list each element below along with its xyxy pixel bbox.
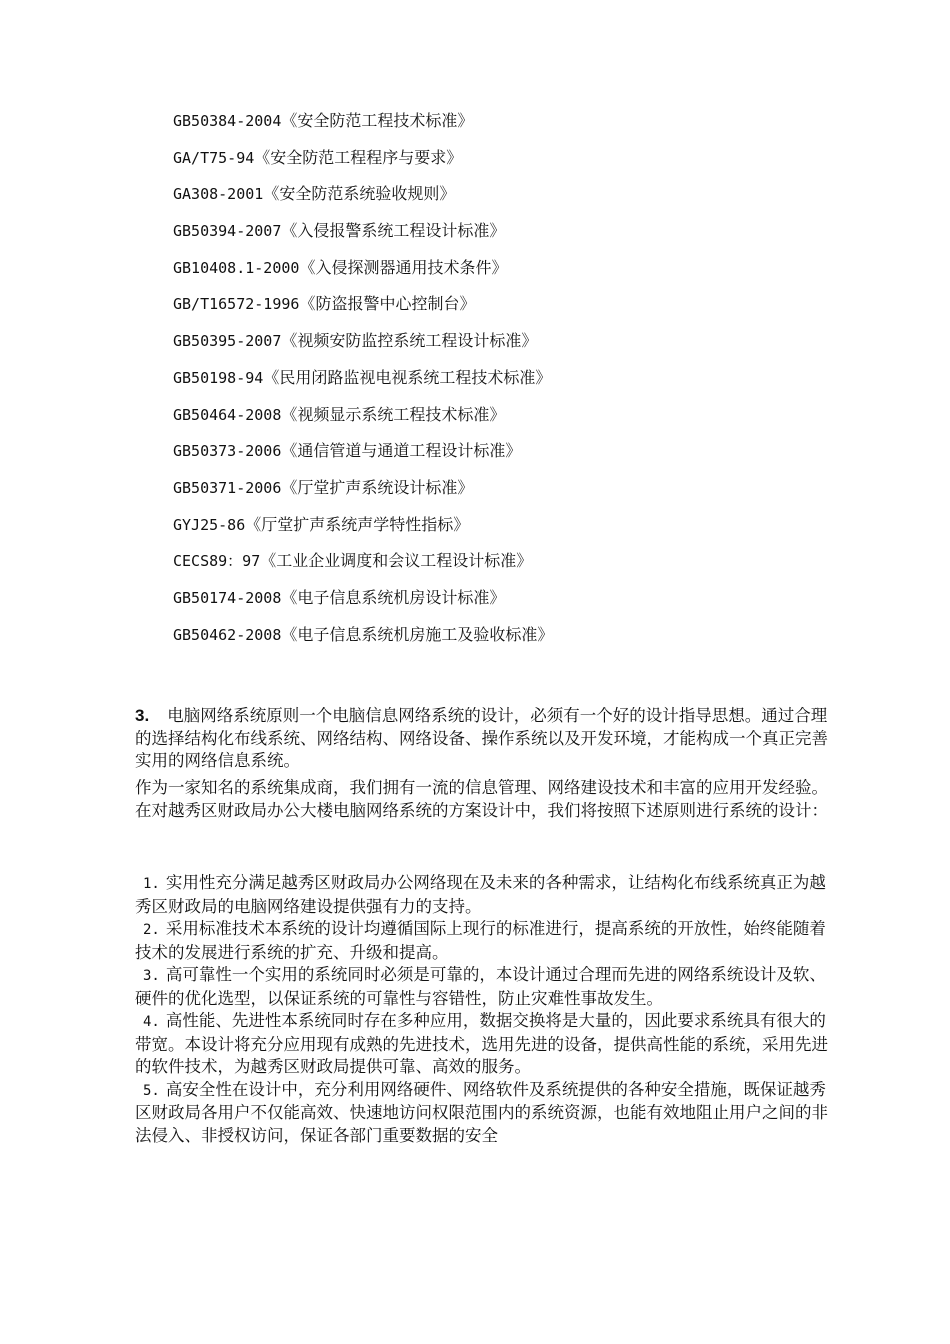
standard-item [173, 143, 553, 180]
principle-text: 高安全性在设计中，充分利用网络硬件、网络软件及系统提供的各种安全措施，既保证越秀区财政局各用户不仅能高效、快速地访问权限范围内的系统资源，也能有效地阻止用户之间的非法侵入、非授权访问，保证各部门重要数据的安全 [135, 1079, 828, 1145]
standard-code: GB50464-2008 [173, 405, 282, 424]
standard-code: GB50384-2004 [173, 112, 282, 130]
principle-number: 2. [143, 922, 160, 938]
principle-number: 3. [143, 968, 160, 984]
standard-title: 《厅堂扩声系统声学特性指标》 [245, 514, 470, 534]
standard-code: GB/T16572-1996 [173, 295, 300, 314]
standards-list [173, 106, 553, 656]
principle-number: 1. [143, 876, 160, 892]
standard-title: 《安全防范工程技术标准》 [281, 111, 474, 130]
standard-title: 《通信管道与通道工程设计标准》 [281, 441, 522, 461]
standard-item [173, 363, 553, 400]
standard-code: CECS89：97 [173, 552, 261, 571]
standard-item [173, 106, 553, 143]
standard-title: 《入侵报警系统工程设计标准》 [281, 221, 506, 241]
standard-title: 《安全防范工程程序与要求》 [254, 147, 463, 167]
standard-item [173, 400, 553, 437]
principle-item [135, 1010, 835, 1079]
principle-item [135, 918, 835, 964]
principle-text: 实用性充分满足越秀区财政局办公网络现在及未来的各种需求，让结构化布线系统真正为越秀区财政局的电脑网络建设提供强有力的支持。 [135, 873, 826, 916]
principle-text: 高性能、先进性本系统同时存在多种应用，数据交换将是大量的，因此要求系统具有很大的带宽。本设计将充分应用现有成熟的先进技术，选用先进的设备，提供高性能的系统，采用先进的软件技术，为越秀区财政局提供可靠、高效的服务。 [135, 1011, 828, 1076]
standard-code: GB50373-2006 [173, 442, 282, 461]
standard-item [173, 179, 553, 216]
standard-title: 《安全防范系统验收规则》 [263, 184, 456, 204]
principle-text: 高可靠性一个实用的系统同时必须是可靠的，本设计通过合理而先进的网络系统设计及软、硬件的优化选型，以保证系统的可靠性与容错性，防止灾难性事故发生。 [135, 965, 826, 1008]
standard-code: GA/T75-94 [173, 148, 255, 167]
standard-title: 《电子信息系统机房施工及验收标准》 [281, 624, 554, 644]
standard-code: GB10408.1-2000 [173, 258, 300, 277]
standard-item [173, 253, 553, 290]
standard-item [173, 510, 553, 547]
standard-code: GB50371-2006 [173, 478, 282, 497]
standard-code: GB50198-94 [173, 368, 264, 387]
standard-item [173, 216, 553, 253]
organization-paragraph: 作为一家知名的系统集成商，我们拥有一流的信息管理、网络建设技术和丰富的应用开发经验。在对越秀区财政局办公大楼电脑网络系统的方案设计中，我们将按照下述原则进行系统的设计： [135, 778, 828, 820]
principle-item [135, 1079, 835, 1148]
standard-title: 《防盗报警中心控制台》 [299, 294, 476, 314]
standard-item [173, 583, 553, 620]
standard-item [173, 473, 553, 510]
standard-title: 《民用闭路监视电视系统工程技术标准》 [263, 367, 552, 387]
standard-title: 《视频安防监控系统工程设计标准》 [281, 331, 538, 351]
principle-item [135, 964, 835, 1010]
principle-number: 5. [143, 1082, 160, 1099]
standard-title: 《视频显示系统工程技术标准》 [281, 404, 506, 424]
standard-item [173, 620, 553, 657]
standard-code: GB50394-2007 [173, 222, 282, 241]
principle-item [135, 872, 835, 918]
standard-code: GB50395-2007 [173, 332, 282, 351]
standard-code: GB50174-2008 [173, 588, 282, 607]
section-intro-text: 电脑网络系统原则一个电脑信息网络系统的设计，必须有一个好的设计指导思想。通过合理的选择结构化布线系统、网络结构、网络设备、操作系统以及开发环境，才能构成一个真正完善实用的网络信息系统。 [135, 706, 828, 770]
principles-list [135, 872, 835, 1147]
standard-title: 《工业企业调度和会议工程设计标准》 [260, 551, 533, 571]
standard-title: 《电子信息系统机房设计标准》 [281, 587, 506, 607]
section-number: 3. [135, 706, 150, 725]
standard-code: GB50462-2008 [173, 625, 282, 644]
standard-code: GA308-2001 [173, 185, 264, 204]
principle-number: 4. [143, 1014, 160, 1030]
standard-item [173, 289, 553, 326]
standard-title: 《入侵探测器通用技术条件》 [299, 257, 508, 277]
standard-item [173, 326, 553, 363]
standard-code: GYJ25-86 [173, 515, 246, 534]
standard-item [173, 546, 553, 583]
principle-text: 采用标准技术本系统的设计均遵循国际上现行的标准进行，提高系统的开放性，始终能随着技术的发展进行系统的扩充、升级和提高。 [135, 919, 826, 962]
standard-title: 《厅堂扩声系统设计标准》 [281, 477, 474, 497]
standard-item [173, 436, 553, 473]
section-intro-paragraph [135, 705, 835, 773]
